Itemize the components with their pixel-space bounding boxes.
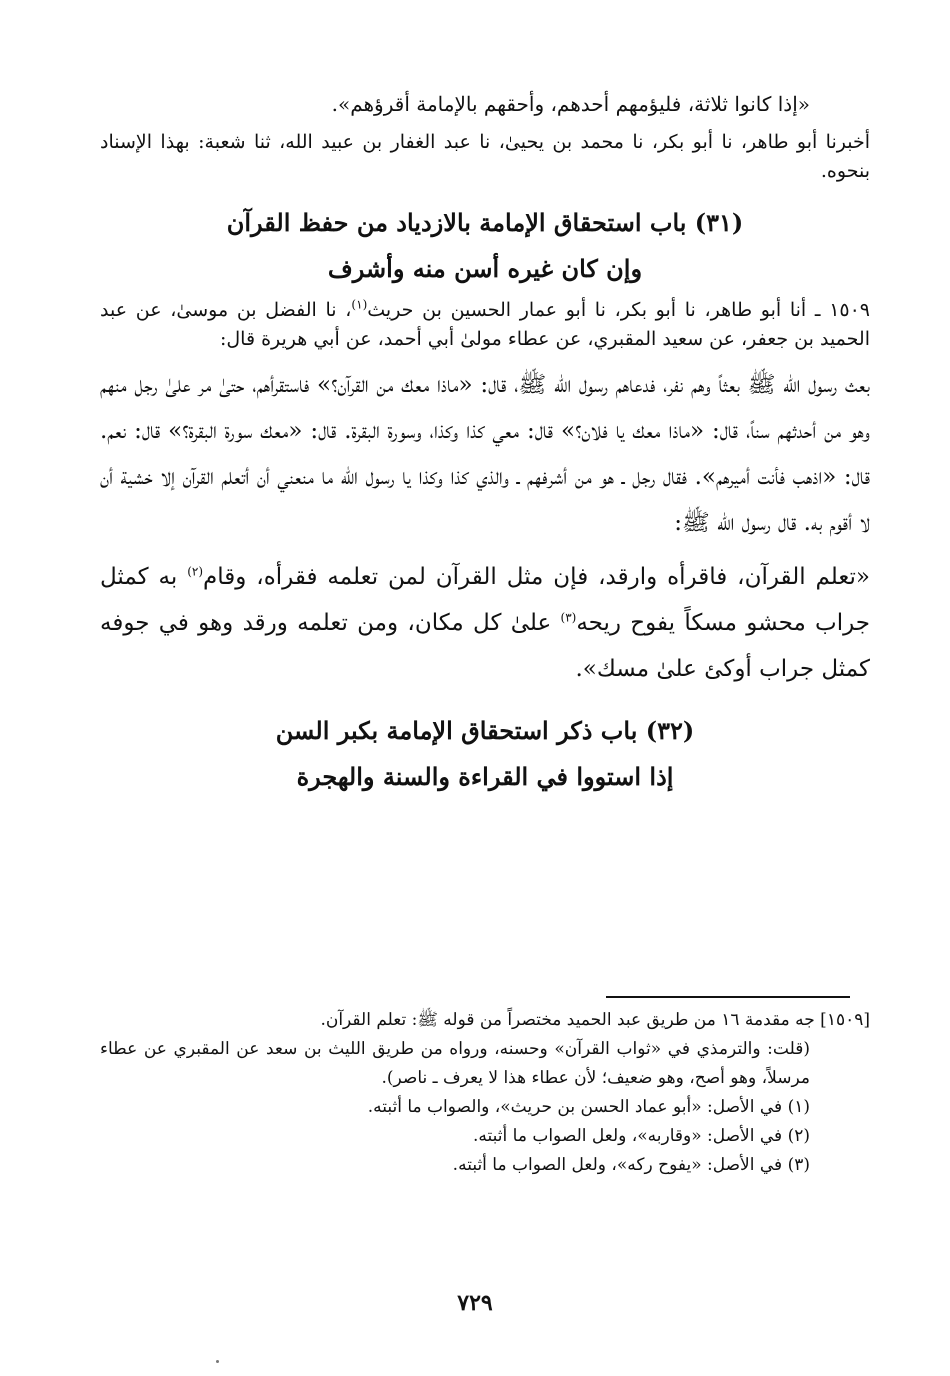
page-body [100, 88, 870, 800]
isnad-text: أخبرنا أبو طاهر، نا أبو بكر، نا محمد بن يحيىٰ، نا عبد الغفار بن عبيد الله، ثنا شعبة: بهذا الإسناد بنحوه. [100, 131, 870, 182]
footnotes [100, 1006, 870, 1180]
quote-part-c: علىٰ كل مكان، ومن تعلمه ورقد وهو في جوفه كمثل جراب أوكئ علىٰ مسك». [100, 610, 870, 682]
hadith-1509-quote [100, 554, 870, 692]
footnote-3: (٣) في الأصل: «يفوح ركه»، ولعل الصواب ما أثبته. [452, 1155, 810, 1175]
footnote-1: (١) في الأصل: «أبو عماد الحسن بن حريث»، والصواب ما أثبته. [367, 1097, 810, 1117]
page-number: ٧٢٩ [457, 1290, 493, 1316]
quote-part-b: به كمثل جراب محشو مسكاً يفوح ريحه [100, 564, 871, 636]
chapter-31-subtitle: وإن كان غيره أسن منه وأشرف [327, 254, 643, 283]
chapter-32-title: (٣٢) باب ذكر استحقاق الإمامة بكبر السن [275, 716, 695, 745]
footnote-ref-2: (٢) [187, 564, 204, 579]
isnad-part-a: ١٥٠٩ ـ أنا أبو طاهر، نا أبو بكر، نا أبو عمار الحسين بن حريث [367, 299, 871, 321]
scan-speck [216, 1360, 219, 1363]
footnote-2: (٢) في الأصل: «وقاربه»، ولعل الصواب ما أثبته. [473, 1126, 810, 1146]
chapter-32-subtitle: إذا استووا في القراءة والسنة والهجرة [296, 762, 674, 791]
footnote-ref-1: (١) [351, 297, 368, 312]
footnote-ref-3: (٣) [560, 610, 577, 625]
hadith-1509-matn: بعث رسول الله ﷺ بعثاً وهم نفر، فدعاهم رسول الله ﷺ، قال: «ماذا معك من القرآن؟» فاستقرأهم، حتىٰ مر علىٰ رجل منهم وهو من أحدثهم سناً، قال: «ماذا معك يا فلان؟» قال: معي كذا وكذا، وسورة البقرة. قال: «معك سورة البقرة؟» قال: نعم. قال: «اذهب فأنت أميرهم». فقال رجل ـ هو من أشرفهم ـ والذي كذا وكذا يا رسول الله ما منعني أن أتعلم القرآن إلا خشية أن لا أقوم به. قال رسول الله ﷺ: [100, 372, 870, 536]
chapter-31-title: (٣١) باب استحقاق الإمامة بالازدياد من حفظ القرآن [226, 208, 744, 237]
chapter-32-heading [100, 708, 870, 800]
chapter-31-heading [100, 200, 870, 292]
footnote-comment: (قلت: والترمذي في «ثواب القرآن» وحسنه، ورواه من طريق الليث بن سعد عن المقبري عن عطاء مرسلاً، وهو أصح، وهو ضعيف؛ لأن عطاء هذا لا يعرف ـ ناصر). [100, 1039, 810, 1088]
footnote-source: [١٥٠٩] جه مقدمة ١٦ من طريق عبد الحميد مختصراً من قوله ﷺ: تعلم القرآن. [320, 1010, 870, 1030]
footnote-separator [606, 996, 850, 998]
quote-part-a: «تعلم القرآن، فاقرأه وارقد، فإن مثل القرآن لمن تعلمه فقرأه، وقام [203, 564, 870, 590]
hadith-1509-isnad [100, 296, 870, 354]
hadith-end-text: «إذا كانوا ثلاثة، فليؤمهم أحدهم، وأحقهم بالإمامة أقرؤهم». [331, 92, 810, 116]
isnad-part-b: ، نا الفضل بن موسىٰ، عن عبد الحميد بن جعفر، عن سعيد المقبري، عن عطاء مولىٰ أبي أحمد، عن أبي هريرة قال: [100, 299, 870, 350]
